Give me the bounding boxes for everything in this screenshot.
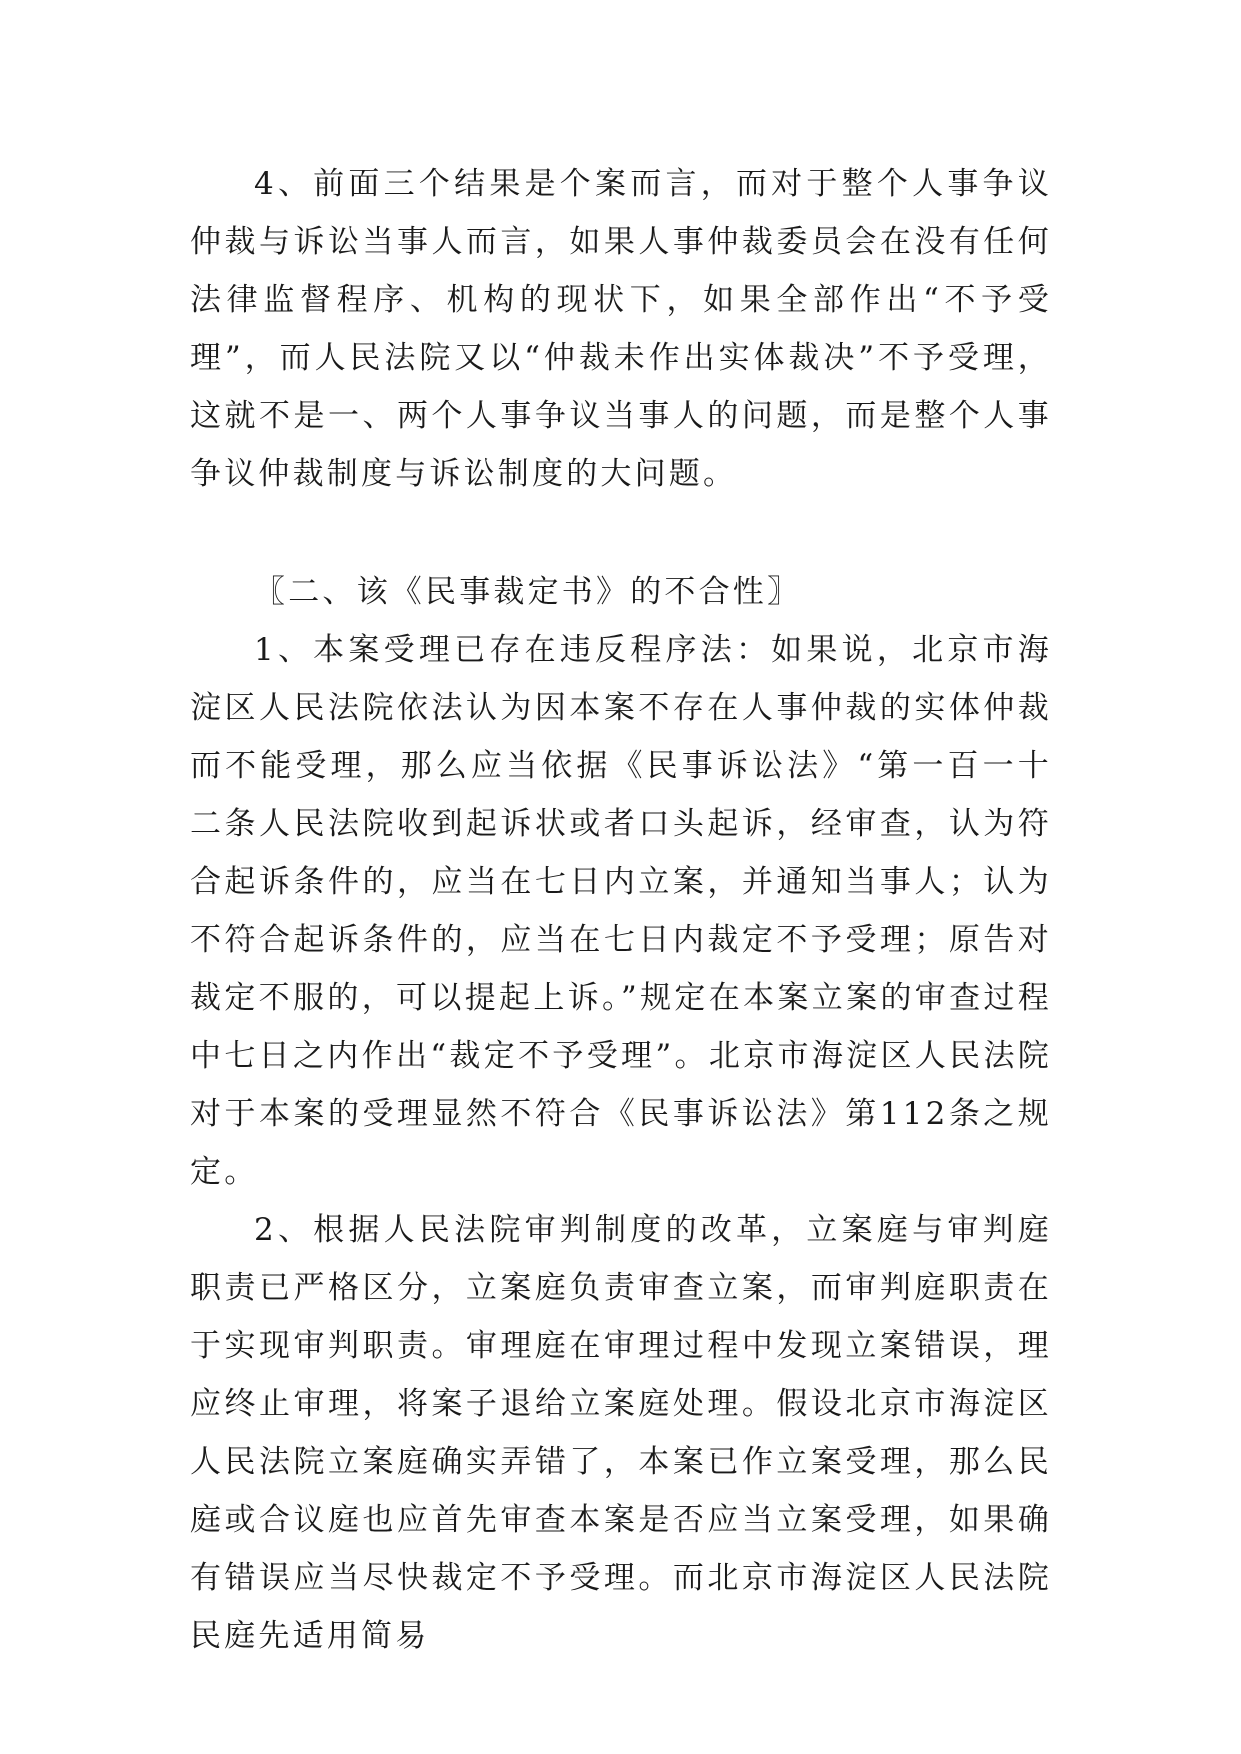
paragraph-2: 2、根据人民法院审判制度的改革，立案庭与审判庭职责已严格区分，立案庭负责审查立案，而审判庭职责在于实现审判职责。审理庭在审理过程中发现立案错误，理应终止审理，将案子退给立案庭处理。假设北京市海淀区人民法院立案庭确实弄错了，本案已作立案受理，那么民庭或合议庭也应首先审查本案是否应当立案受理，如果确有错误应当尽快裁定不予受理。而北京市海淀区人民法院民庭先适用简易	[190, 1212, 1052, 1654]
text-block-bottom	[190, 563, 1052, 1665]
text-block-top	[190, 155, 1052, 503]
paragraph-4: 4、前面三个结果是个案而言，而对于整个人事争议仲裁与诉讼当事人而言，如果人事仲裁委员会在没有任何法律监督程序、机构的现状下，如果全部作出“不予受理”，而人民法院又以“仲裁未作出实体裁决”不予受理，这就不是一、两个人事争议当事人的问题，而是整个人事争议仲裁制度与诉讼制度的大问题。	[190, 166, 1052, 492]
section-heading: 〖二、该《民事裁定书》的不合性〗	[254, 574, 802, 610]
paragraph-1: 1、本案受理已存在违反程序法：如果说，北京市海淀区人民法院依法认为因本案不存在人事仲裁的实体仲裁而不能受理，那么应当依据《民事诉讼法》“第一百一十二条人民法院收到起诉状或者口头起诉，经审查，认为符合起诉条件的，应当在七日内立案，并通知当事人；认为不符合起诉条件的，应当在七日内裁定不予受理；原告对裁定不服的，可以提起上诉。”规定在本案立案的审查过程中七日之内作出“裁定不予受理”。北京市海淀区人民法院对于本案的受理显然不符合《民事诉讼法》第112条之规定。	[190, 632, 1052, 1190]
